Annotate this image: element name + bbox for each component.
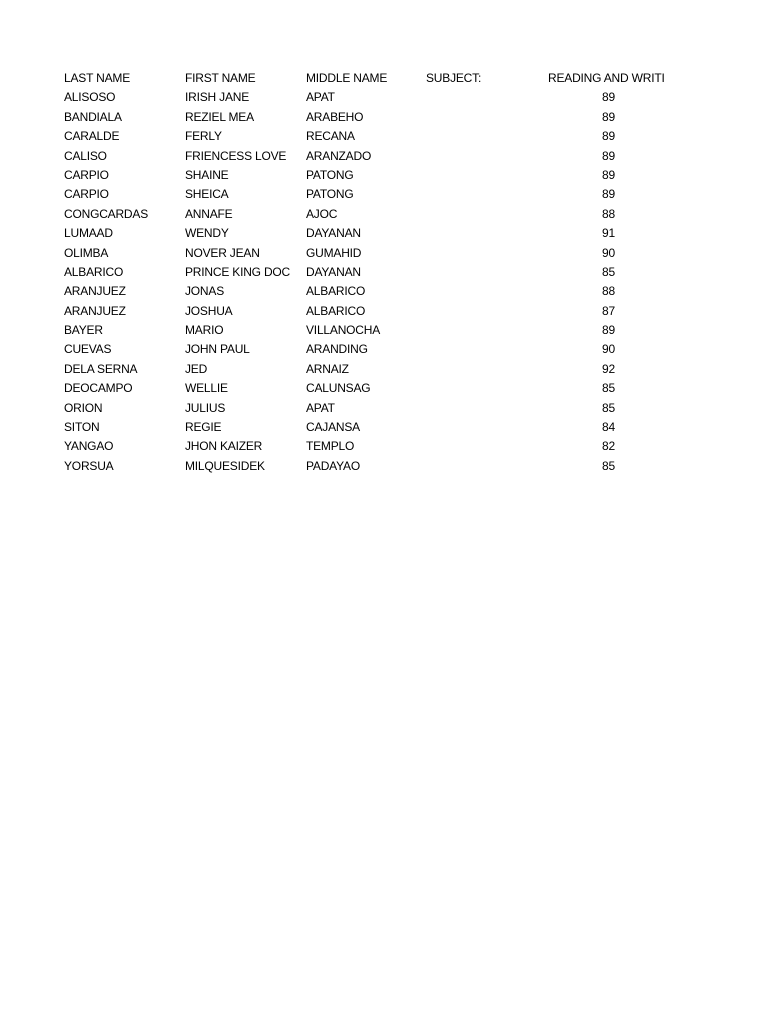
middle-name-cell: TEMPLO: [306, 439, 355, 454]
first-name-cell: SHEICA: [185, 187, 229, 202]
first-name-cell: REGIE: [185, 420, 222, 435]
grade-cell: 85: [602, 458, 615, 473]
first-name-cell: MARIO: [185, 323, 224, 338]
header-subject-label: SUBJECT:: [426, 71, 482, 85]
first-name-cell: WENDY: [185, 226, 229, 241]
table-row: [64, 399, 669, 418]
first-name-cell: FERLY: [185, 129, 222, 144]
grade-cell: 82: [602, 439, 615, 454]
table-row: [64, 88, 669, 107]
header-subject-value: READING AND WRITI: [548, 71, 665, 85]
last-name-cell: LUMAAD: [64, 226, 113, 241]
last-name-cell: CARPIO: [64, 187, 109, 202]
grade-cell: 84: [602, 420, 615, 435]
table-row: [64, 379, 669, 398]
last-name-cell: ARANJUEZ: [64, 284, 126, 299]
subject-cell: [426, 418, 548, 437]
middle-name-cell: ARANDING: [306, 342, 368, 357]
first-name-cell: MILQUESIDEK: [185, 458, 265, 473]
grade-cell: 85: [602, 264, 615, 279]
subject-cell: [426, 205, 548, 224]
table-row: [64, 282, 669, 301]
last-name-cell: ALBARICO: [64, 264, 124, 279]
subject-cell: [426, 263, 548, 282]
last-name-cell: YANGAO: [64, 439, 114, 454]
middle-name-cell: ALBARICO: [306, 303, 366, 318]
table-row: [64, 360, 669, 379]
table-row: [64, 437, 669, 456]
subject-cell: [426, 88, 548, 107]
middle-name-cell: APAT: [306, 90, 335, 105]
first-name-cell: REZIEL MEA: [185, 109, 254, 124]
grade-cell: 91: [602, 226, 615, 241]
middle-name-cell: PADAYAO: [306, 458, 360, 473]
subject-cell: [426, 360, 548, 379]
header-first-name: FIRST NAME: [185, 71, 256, 85]
table-row: [64, 263, 669, 282]
subject-cell: [426, 379, 548, 398]
first-name-cell: FRIENCESS LOVE: [185, 148, 287, 163]
first-name-cell: JOSHUA: [185, 303, 233, 318]
table-row: [64, 108, 669, 127]
middle-name-cell: AJOC: [306, 206, 338, 221]
table-row: [64, 302, 669, 321]
table-row: [64, 185, 669, 204]
middle-name-cell: ARABEHO: [306, 109, 364, 124]
grade-cell: 89: [602, 109, 615, 124]
last-name-cell: CUEVAS: [64, 342, 112, 357]
last-name-cell: BAYER: [64, 323, 103, 338]
grade-cell: 89: [602, 148, 615, 163]
subject-cell: [426, 147, 548, 166]
grade-cell: 89: [602, 167, 615, 182]
first-name-cell: JOHN PAUL: [185, 342, 250, 357]
table-row: [64, 127, 669, 146]
middle-name-cell: DAYANAN: [306, 226, 361, 241]
subject-cell: [426, 127, 548, 146]
middle-name-cell: DAYANAN: [306, 264, 361, 279]
subject-cell: [426, 244, 548, 263]
middle-name-cell: ARNAIZ: [306, 361, 349, 376]
middle-name-cell: GUMAHID: [306, 245, 362, 260]
table-row: [64, 321, 669, 340]
grade-cell: 88: [602, 206, 615, 221]
grade-cell: 90: [602, 245, 615, 260]
table-body: [64, 88, 669, 476]
table-row: [64, 166, 669, 185]
first-name-cell: PRINCE KING DOC: [185, 264, 291, 279]
grade-cell: 85: [602, 400, 615, 415]
header-middle-name: MIDDLE NAME: [306, 71, 388, 85]
middle-name-cell: RECANA: [306, 129, 355, 144]
middle-name-cell: ALBARICO: [306, 284, 366, 299]
subject-cell: [426, 340, 548, 359]
first-name-cell: SHAINE: [185, 167, 229, 182]
grade-cell: 87: [602, 303, 615, 318]
grade-cell: 85: [602, 381, 615, 396]
last-name-cell: CARALDE: [64, 129, 120, 144]
grade-cell: 90: [602, 342, 615, 357]
table-row: [64, 224, 669, 243]
subject-cell: [426, 224, 548, 243]
header-row: [64, 69, 669, 88]
header-last-name: LAST NAME: [64, 71, 130, 85]
last-name-cell: YORSUA: [64, 458, 114, 473]
middle-name-cell: PATONG: [306, 187, 354, 202]
grade-cell: 89: [602, 323, 615, 338]
subject-cell: [426, 166, 548, 185]
middle-name-cell: CAJANSA: [306, 420, 360, 435]
first-name-cell: NOVER JEAN: [185, 245, 260, 260]
last-name-cell: BANDIALA: [64, 109, 122, 124]
last-name-cell: CALISO: [64, 148, 107, 163]
last-name-cell: SITON: [64, 420, 100, 435]
first-name-cell: IRISH JANE: [185, 90, 250, 105]
subject-cell: [426, 437, 548, 456]
table-row: [64, 244, 669, 263]
first-name-cell: JONAS: [185, 284, 225, 299]
first-name-cell: ANNAFE: [185, 206, 233, 221]
middle-name-cell: VILLANOCHA: [306, 323, 381, 338]
subject-cell: [426, 399, 548, 418]
middle-name-cell: CALUNSAG: [306, 381, 371, 396]
middle-name-cell: ARANZADO: [306, 148, 372, 163]
grade-cell: 92: [602, 361, 615, 376]
grade-cell: 89: [602, 90, 615, 105]
subject-cell: [426, 282, 548, 301]
table-row: [64, 418, 669, 437]
last-name-cell: DELA SERNA: [64, 361, 138, 376]
middle-name-cell: PATONG: [306, 167, 354, 182]
last-name-cell: ARANJUEZ: [64, 303, 126, 318]
table-row: [64, 340, 669, 359]
grade-cell: 89: [602, 187, 615, 202]
last-name-cell: CONGCARDAS: [64, 206, 149, 221]
grade-cell: 88: [602, 284, 615, 299]
subject-cell: [426, 457, 548, 476]
table-row: [64, 147, 669, 166]
first-name-cell: JED: [185, 361, 208, 376]
last-name-cell: OLIMBA: [64, 245, 109, 260]
middle-name-cell: APAT: [306, 400, 335, 415]
table-row: [64, 457, 669, 476]
first-name-cell: JHON KAIZER: [185, 439, 263, 454]
last-name-cell: DEOCAMPO: [64, 381, 133, 396]
first-name-cell: JULIUS: [185, 400, 226, 415]
first-name-cell: WELLIE: [185, 381, 228, 396]
subject-cell: [426, 321, 548, 340]
last-name-cell: ALISOSO: [64, 90, 116, 105]
student-grades-table: [64, 69, 669, 476]
last-name-cell: ORION: [64, 400, 103, 415]
subject-cell: [426, 108, 548, 127]
last-name-cell: CARPIO: [64, 167, 109, 182]
subject-cell: [426, 185, 548, 204]
grade-cell: 89: [602, 129, 615, 144]
subject-cell: [426, 302, 548, 321]
table-row: [64, 205, 669, 224]
